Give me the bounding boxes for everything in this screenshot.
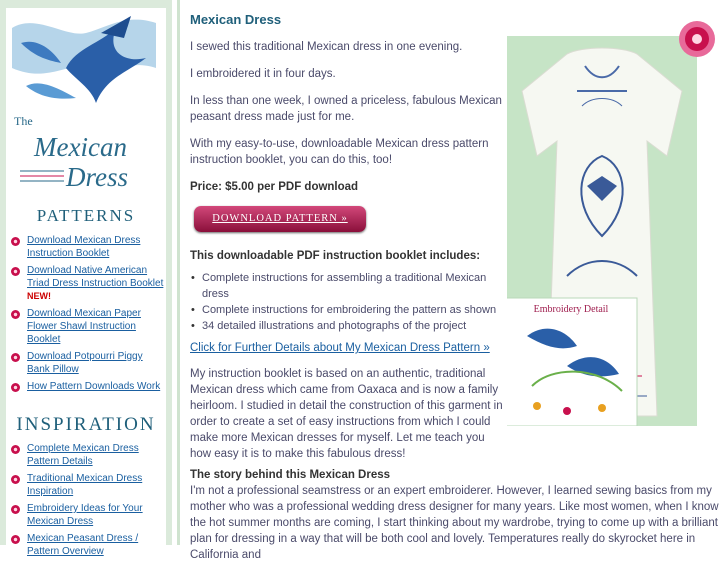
- nav-link[interactable]: Download Mexican Dress Instruction Booklet: [27, 235, 141, 259]
- nav-item-how-downloads-work[interactable]: [6, 380, 168, 393]
- logo-dress: Dress: [66, 162, 129, 192]
- intro-paragraph: I embroidered it in four days.: [190, 68, 336, 80]
- flower-bullet-icon: [11, 237, 20, 246]
- story-heading: The story behind this Mexican Dress: [190, 469, 391, 481]
- includes-heading: This downloadable PDF instruction booklet includes:: [190, 250, 481, 262]
- page-title: Mexican Dress: [190, 12, 282, 27]
- flower-bullet-icon: [11, 445, 20, 454]
- nav-item-download-native-american[interactable]: [6, 264, 168, 303]
- flower-bullet-icon: [11, 475, 20, 484]
- nav-link[interactable]: Download Potpourri Piggy Bank Pillow: [27, 351, 143, 375]
- story-paragraph: I'm not a professional seamstress or an expert embroiderer. However, I learned sewing basics from my mother who was a professional wedding dress designer for many years. Like most women, when I know the hot summer months are coming, I start thinking about my wardrobe, trying to come up with a brilliant plan for dressing in a way that will be both cool and lovely. Temperatures really do skyrocket here in California and: [190, 485, 719, 561]
- flower-bullet-icon: [11, 267, 20, 276]
- nav-link[interactable]: Complete Mexican Dress Pattern Details: [27, 443, 139, 467]
- flower-bullet-icon: [11, 535, 20, 544]
- flower-bullet-icon: [11, 505, 20, 514]
- nav-item-download-paper-flower-shawl[interactable]: [6, 307, 168, 346]
- flower-icon: [677, 19, 717, 59]
- nav-link[interactable]: Traditional Mexican Dress Inspiration: [27, 473, 143, 497]
- nav-link[interactable]: How Pattern Downloads Work: [27, 381, 161, 392]
- site-logo[interactable]: [6, 8, 166, 198]
- nav-link[interactable]: Download Mexican Paper Flower Shawl Instruction Booklet: [27, 308, 141, 345]
- includes-list: [190, 270, 510, 334]
- column-divider: [177, 0, 180, 545]
- logo-mexican: Mexican: [34, 132, 127, 162]
- new-badge: NEW!: [27, 291, 51, 301]
- sidebar-panel: [6, 8, 166, 557]
- nav-item-pattern-details[interactable]: [6, 442, 168, 468]
- sidebar: [0, 0, 172, 557]
- dress-photo: [507, 36, 697, 426]
- nav-item-download-mexican-dress[interactable]: [6, 234, 168, 260]
- flower-bullet-icon: [11, 383, 20, 392]
- intro-paragraph: With my easy-to-use, downloadable Mexican dress pattern instruction booklet, you can do this, too!: [190, 138, 489, 166]
- nav-item-download-piggy-bank[interactable]: [6, 350, 168, 376]
- nav-link[interactable]: Embroidery Ideas for Your Mexican Dress: [27, 503, 143, 527]
- logo-the: The: [14, 114, 33, 128]
- patterns-heading: PATTERNS: [36, 206, 136, 225]
- price-text: Price: $5.00 per PDF download: [190, 181, 359, 193]
- nav-item-embroidery-ideas[interactable]: [6, 502, 168, 528]
- list-item: • 34 detailed illustrations and photographs of the project: [190, 318, 510, 334]
- list-item: • Complete instructions for assembling a traditional Mexican dress: [190, 270, 510, 302]
- nav-link[interactable]: Mexican Peasant Dress / Pattern Overview: [27, 533, 139, 557]
- embroidery-detail-label: Embroidery Detail: [533, 304, 609, 315]
- intro-paragraph: I sewed this traditional Mexican dress in one evening.: [190, 41, 463, 53]
- flower-bullet-icon: [11, 353, 20, 362]
- body-paragraph: My instruction booklet is based on an authentic, traditional Mexican dress which came from Oaxaca and is now a family heirloom. I studied in detail the construction of this garment in order to create a set of easy instructions from which I could make more Mexican dresses for myself. Let me teach you how easy it is to make this fabulous dress!: [190, 368, 503, 460]
- further-details-link[interactable]: Click for Further Details about My Mexican Dress Pattern »: [190, 342, 490, 354]
- intro-paragraph: In less than one week, I owned a priceless, fabulous Mexican peasant dress made just for me.: [190, 95, 502, 123]
- nav-item-peasant-dress[interactable]: [6, 532, 168, 558]
- inspiration-heading: INSPIRATION: [16, 414, 156, 435]
- nav-link[interactable]: Download Native American Triad Dress Instruction Booklet: [27, 265, 164, 289]
- inspiration-nav: [6, 442, 168, 562]
- patterns-nav: [6, 234, 168, 397]
- nav-item-traditional-inspiration[interactable]: [6, 472, 168, 498]
- list-item: • Complete instructions for embroidering the pattern as shown: [190, 302, 510, 318]
- download-pattern-button[interactable]: DOWNLOAD PATTERN »: [194, 206, 366, 232]
- flower-bullet-icon: [11, 310, 20, 319]
